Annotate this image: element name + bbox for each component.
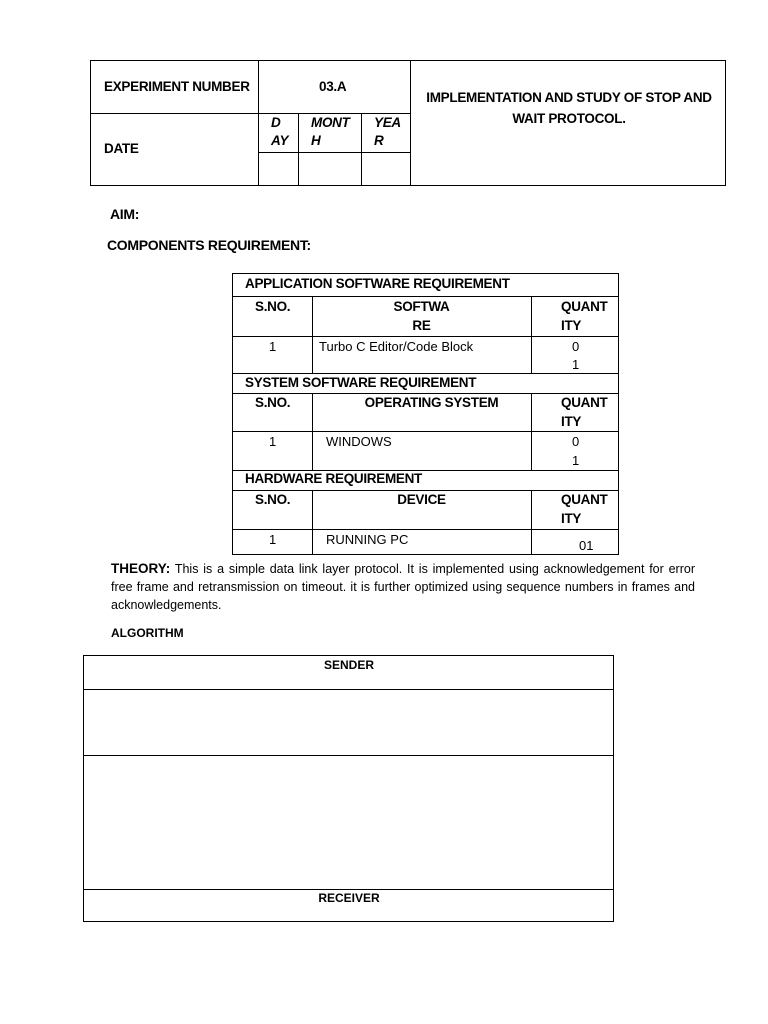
quantity-header-line2: ITY: [561, 511, 582, 526]
components-label: COMPONENTS REQUIREMENT:: [107, 237, 311, 253]
experiment-title-line1: IMPLEMENTATION AND STUDY OF STOP AND: [426, 90, 712, 105]
operating-system-header: OPERATING SYSTEM: [364, 395, 499, 410]
divider: [233, 529, 619, 530]
experiment-header-table: [90, 60, 726, 186]
algorithm-box: [83, 655, 614, 922]
hw-row-sno: 1: [269, 532, 277, 547]
quantity-header-line1: QUANT: [561, 299, 608, 314]
sno-header: S.NO.: [255, 299, 291, 314]
app-row-quantity-line1: 0: [572, 339, 580, 354]
divider: [233, 373, 619, 374]
divider: [233, 296, 619, 297]
divider: [298, 113, 299, 186]
aim-label: AIM:: [110, 206, 140, 222]
sys-row-sno: 1: [269, 434, 277, 449]
software-header-line1: SOFTWA: [393, 299, 450, 314]
quantity-header-line1: QUANT: [561, 492, 608, 507]
sno-header: S.NO.: [255, 395, 291, 410]
sys-row-quantity-line1: 0: [572, 434, 580, 449]
divider: [84, 755, 614, 756]
divider: [361, 113, 362, 186]
experiment-number-value: 03.A: [319, 79, 347, 94]
receiver-heading: RECEIVER: [318, 891, 380, 905]
hardware-heading: HARDWARE REQUIREMENT: [245, 471, 423, 486]
experiment-title-line2: WAIT PROTOCOL.: [512, 111, 626, 126]
divider: [84, 689, 614, 690]
sys-row-quantity-line2: 1: [572, 453, 580, 468]
software-header-line2: RE: [412, 318, 431, 333]
quantity-header-line1: QUANT: [561, 395, 608, 410]
divider: [233, 336, 619, 337]
year-label-line2: R: [374, 133, 384, 148]
hw-row-device: RUNNING PC: [326, 532, 409, 547]
app-row-sno: 1: [269, 339, 277, 354]
divider: [258, 61, 259, 186]
theory-paragraph: [111, 560, 695, 614]
divider: [258, 152, 411, 153]
sno-header: S.NO.: [255, 492, 291, 507]
year-label-line1: YEA: [374, 115, 401, 130]
month-label-line1: MONT: [311, 115, 350, 130]
device-header: DEVICE: [397, 492, 446, 507]
requirements-table: [232, 273, 619, 555]
algorithm-label: ALGORITHM: [111, 626, 184, 640]
divider: [531, 296, 532, 374]
sys-row-os: WINDOWS: [326, 434, 392, 449]
divider: [233, 490, 619, 491]
theory-label: THEORY:: [111, 561, 171, 576]
hw-row-quantity: 01: [579, 538, 594, 553]
month-label-line2: H: [311, 133, 321, 148]
day-label-line1: D: [271, 115, 281, 130]
divider: [91, 113, 411, 114]
quantity-header-line2: ITY: [561, 414, 582, 429]
experiment-number-label: EXPERIMENT NUMBER: [104, 79, 250, 94]
app-row-software: Turbo C Editor/Code Block: [319, 339, 474, 354]
divider: [84, 889, 614, 890]
app-software-heading: APPLICATION SOFTWARE REQUIREMENT: [245, 276, 510, 291]
system-software-heading: SYSTEM SOFTWARE REQUIREMENT: [245, 375, 477, 390]
theory-text: This is a simple data link layer protocol. It is implemented using acknowledgement for error free frame and retransmission on timeout. it is further optimized using sequence numbers in frames and acknowledgements.: [111, 562, 695, 612]
day-label-line2: AY: [271, 133, 289, 148]
divider: [233, 431, 619, 432]
app-row-quantity-line2: 1: [572, 357, 580, 372]
divider: [233, 393, 619, 394]
experiment-title: [411, 87, 727, 129]
quantity-header-line2: ITY: [561, 318, 582, 333]
sender-heading: SENDER: [323, 658, 374, 672]
date-label: DATE: [104, 141, 139, 156]
divider: [531, 490, 532, 555]
